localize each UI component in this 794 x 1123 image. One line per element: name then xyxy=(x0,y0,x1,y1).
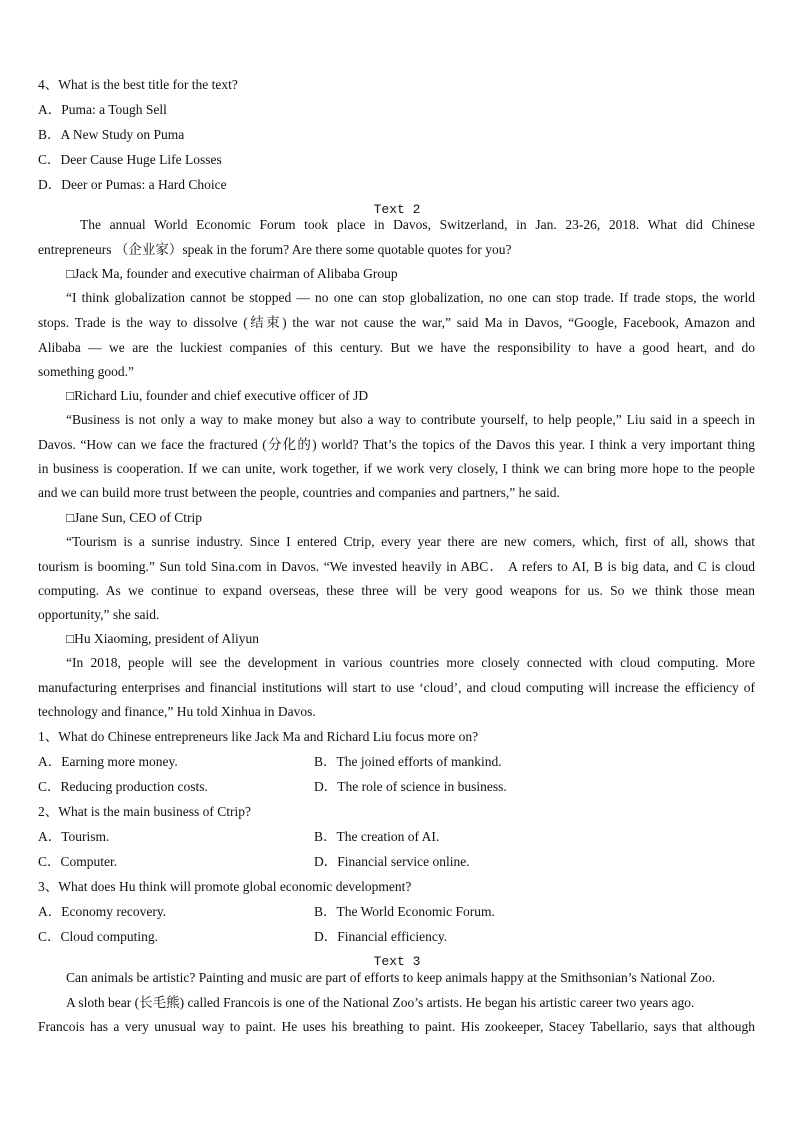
option: A．Tourism. xyxy=(38,829,110,844)
paragraph-line: something good.” xyxy=(38,364,134,379)
option: D．Deer or Pumas: a Hard Choice xyxy=(38,177,227,192)
option: D．Financial service online. xyxy=(314,854,470,869)
paragraph-line: □Hu Xiaoming, president of Aliyun xyxy=(66,631,260,646)
option: D．Financial efficiency. xyxy=(314,929,448,944)
paragraph-line: in business is cooperation. If we can unite, work together, if we work very closely, I think we can bring more hope to the people xyxy=(38,461,755,476)
option: B．The World Economic Forum. xyxy=(314,904,495,919)
paragraph-line: Can animals be artistic? Painting and music are part of efforts to keep animals happy at the Smithsonian’s National Zoo. xyxy=(66,970,716,985)
option: B．The joined efforts of mankind. xyxy=(314,754,502,769)
question-1: 1、What do Chinese entrepreneurs like Jack Ma and Richard Liu focus more on? xyxy=(38,729,479,744)
section-heading-text-2: Text 2 xyxy=(373,202,421,217)
paragraph-line: manufacturing enterprises and financial institutions will start to use ‘cloud’, and cloud computing will increase the efficiency of xyxy=(38,680,755,695)
paragraph-line: The annual World Economic Forum took place in Davos, Switzerland, in Jan. 23-26, 2018. What did Chinese xyxy=(80,217,755,232)
option: C．Reducing production costs. xyxy=(38,779,208,794)
option: B．A New Study on Puma xyxy=(38,127,185,142)
option: B．The creation of AI. xyxy=(314,829,440,844)
paragraph-line: computing. As we continue to expand overseas, these three will be very good weapons for us. So we think those mean xyxy=(38,583,755,598)
paragraph-line: “Tourism is a sunrise industry. Since I entered Ctrip, every year there are new comers, which, first of all, shows that xyxy=(66,534,755,549)
paragraph-line: Davos. “How can we face the fractured (分化的) world? That’s the topics of the Davos this year. I think a very important thing xyxy=(38,437,755,452)
paragraph-line: tourism is booming.” Sun told Sina.com in Davos. “We invested heavily in ABC． A refers to AI, B is big data, and C is cloud xyxy=(38,559,755,574)
paragraph-line: “Business is not only a way to make money but also a way to contribute yourself, to help people,” Liu said in a speech in xyxy=(66,412,755,427)
paragraph-line: “In 2018, people will see the development in various countries more closely connected with cloud computing. More xyxy=(66,655,755,670)
option: C．Cloud computing. xyxy=(38,929,159,944)
paragraph-line: □Jack Ma, founder and executive chairman of Alibaba Group xyxy=(66,266,398,281)
paragraph-line: A sloth bear (长毛熊) called Francois is one of the National Zoo’s artists. He began his artistic career two years ago. xyxy=(66,995,695,1010)
paragraph-line: opportunity,” she said. xyxy=(38,607,160,622)
paragraph-line: technology and finance,” Hu told Xinhua in Davos. xyxy=(38,704,316,719)
paragraph-line: “I think globalization cannot be stopped — no one can stop globalization, no one can stop trade. If trade stops, the world xyxy=(66,290,755,305)
paragraph-line: stops. Trade is the way to dissolve (结束) the war not cause the war,” said Ma in Davos, “Google, Facebook, Amazon and xyxy=(38,315,755,330)
paragraph-line: □Richard Liu, founder and chief executive officer of JD xyxy=(66,388,369,403)
paragraph-line: Francois has a very unusual way to paint. He uses his breathing to paint. His zookeeper, Stacey Tabellario, says that although xyxy=(38,1019,755,1034)
option: C．Computer. xyxy=(38,854,118,869)
paragraph-line: entrepreneurs （企业家）speak in the forum? Are there some quotable quotes for you? xyxy=(38,242,512,257)
paragraph-line: Alibaba — we are the luckiest companies of this century. But we have the responsibility to have a good heart, and do xyxy=(38,340,755,355)
option: A．Economy recovery. xyxy=(38,904,167,919)
paragraph-line: □Jane Sun, CEO of Ctrip xyxy=(66,510,203,525)
option: A．Earning more money. xyxy=(38,754,178,769)
section-heading-text-3: Text 3 xyxy=(373,954,421,969)
option: A．Puma: a Tough Sell xyxy=(38,102,167,117)
question-2: 2、What is the main business of Ctrip? xyxy=(38,804,251,819)
paragraph-line: and we can build more trust between the people, countries and companies and partners,” he said. xyxy=(38,485,560,500)
option: D．The role of science in business. xyxy=(314,779,507,794)
option: C．Deer Cause Huge Life Losses xyxy=(38,152,222,167)
question-4: 4、What is the best title for the text? xyxy=(38,77,238,92)
question-3: 3、What does Hu think will promote global economic development? xyxy=(38,879,412,894)
